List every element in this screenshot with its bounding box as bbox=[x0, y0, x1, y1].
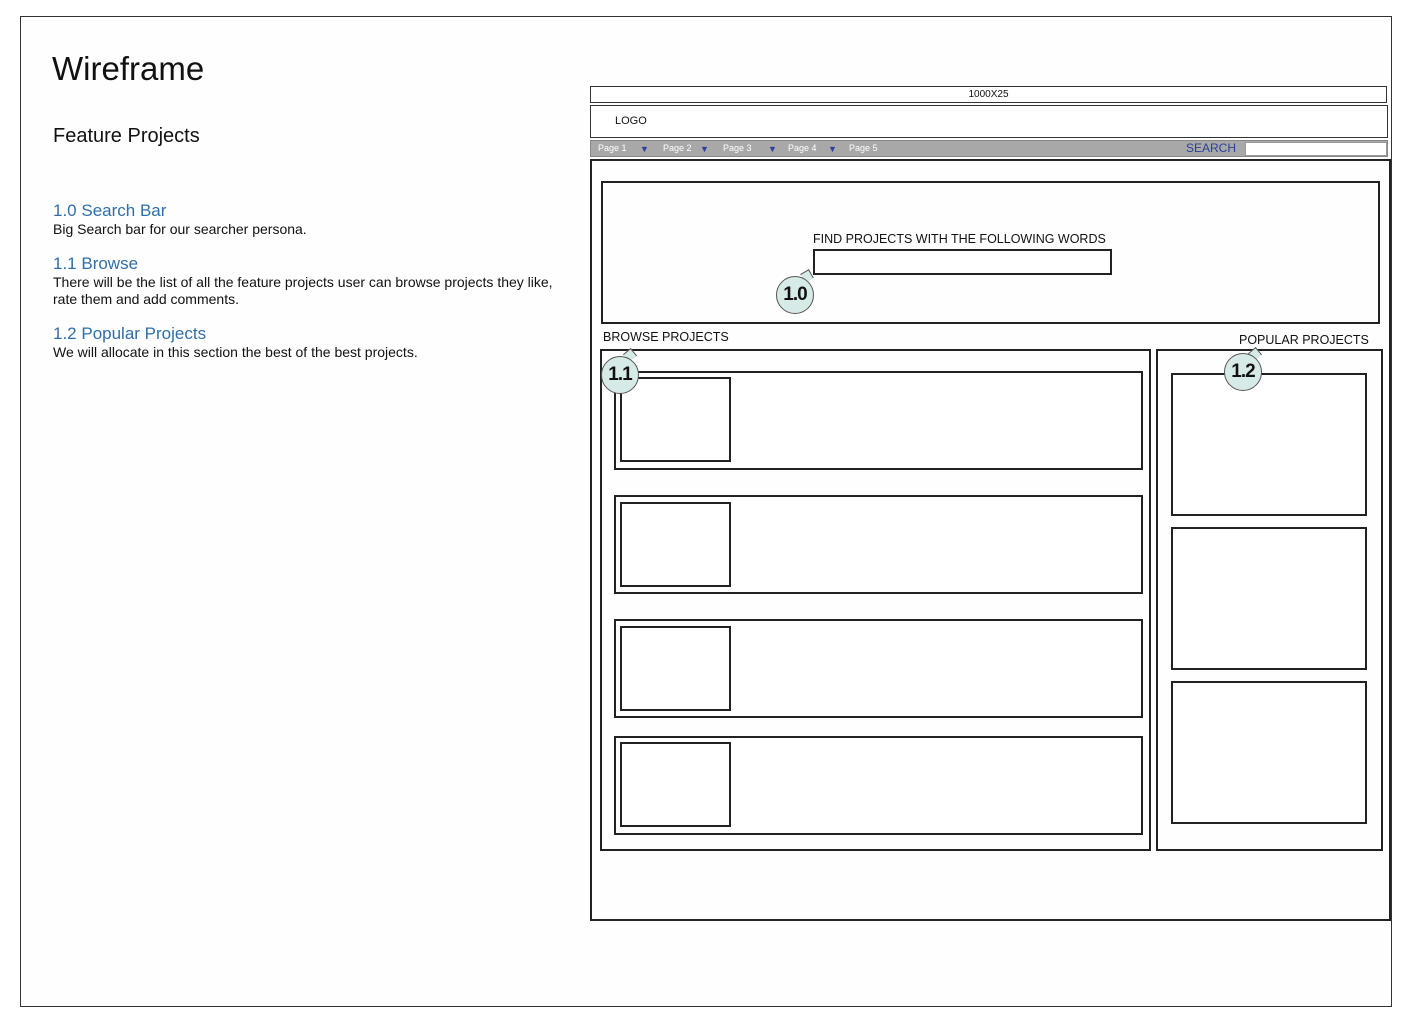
nav-item-page-1[interactable]: Page 1 bbox=[598, 143, 627, 153]
nav-item-page-3[interactable]: Page 3 bbox=[723, 143, 752, 153]
note-heading-popular: 1.2 Popular Projects bbox=[53, 324, 207, 343]
note-text-popular: We will allocate in this section the best of the best projects. bbox=[53, 344, 418, 360]
nav-item-page-5[interactable]: Page 5 bbox=[849, 143, 878, 153]
popular-project-card[interactable] bbox=[1171, 527, 1367, 670]
page-subtitle: Feature Projects bbox=[53, 125, 200, 147]
browse-project-thumbnail[interactable] bbox=[620, 742, 731, 827]
nav-search-label: SEARCH bbox=[1186, 141, 1237, 155]
top-size-bar: 1000X25 bbox=[590, 86, 1387, 103]
nav-caret-1[interactable]: ▼ bbox=[640, 144, 649, 154]
callout-1-1: 1.1 bbox=[601, 356, 639, 394]
logo[interactable]: LOGO bbox=[615, 115, 647, 127]
popular-projects-label: POPULAR PROJECTS bbox=[1239, 333, 1369, 347]
note-text-search-bar: Big Search bar for our searcher persona. bbox=[53, 221, 307, 237]
nav-caret-3[interactable]: ▼ bbox=[768, 144, 777, 154]
popular-project-card[interactable] bbox=[1171, 681, 1367, 824]
nav-item-page-2[interactable]: Page 2 bbox=[663, 143, 692, 153]
nav-item-page-4[interactable]: Page 4 bbox=[788, 143, 817, 153]
note-heading-search-bar: 1.0 Search Bar bbox=[53, 201, 167, 220]
page-title: Wireframe bbox=[52, 50, 205, 87]
nav-caret-4[interactable]: ▼ bbox=[828, 144, 837, 154]
nav-caret-2[interactable]: ▼ bbox=[700, 144, 709, 154]
nav-bar bbox=[590, 140, 1388, 157]
browse-project-thumbnail[interactable] bbox=[620, 377, 731, 462]
callout-1-2: 1.2 bbox=[1224, 353, 1262, 391]
find-projects-input[interactable] bbox=[813, 249, 1112, 275]
find-projects-label: FIND PROJECTS WITH THE FOLLOWING WORDS bbox=[813, 232, 1106, 246]
note-heading-browse: 1.1 Browse bbox=[53, 254, 139, 273]
browse-project-thumbnail[interactable] bbox=[620, 502, 731, 587]
nav-search-input[interactable] bbox=[1245, 142, 1387, 156]
logo-bar bbox=[590, 105, 1388, 138]
browse-project-thumbnail[interactable] bbox=[620, 626, 731, 711]
note-text-browse: There will be the list of all the feature projects user can browse projects they like, rate them and add comments. bbox=[53, 274, 553, 307]
callout-1-0: 1.0 bbox=[776, 276, 814, 314]
popular-project-card[interactable] bbox=[1171, 373, 1367, 516]
browse-projects-label: BROWSE PROJECTS bbox=[603, 330, 729, 344]
